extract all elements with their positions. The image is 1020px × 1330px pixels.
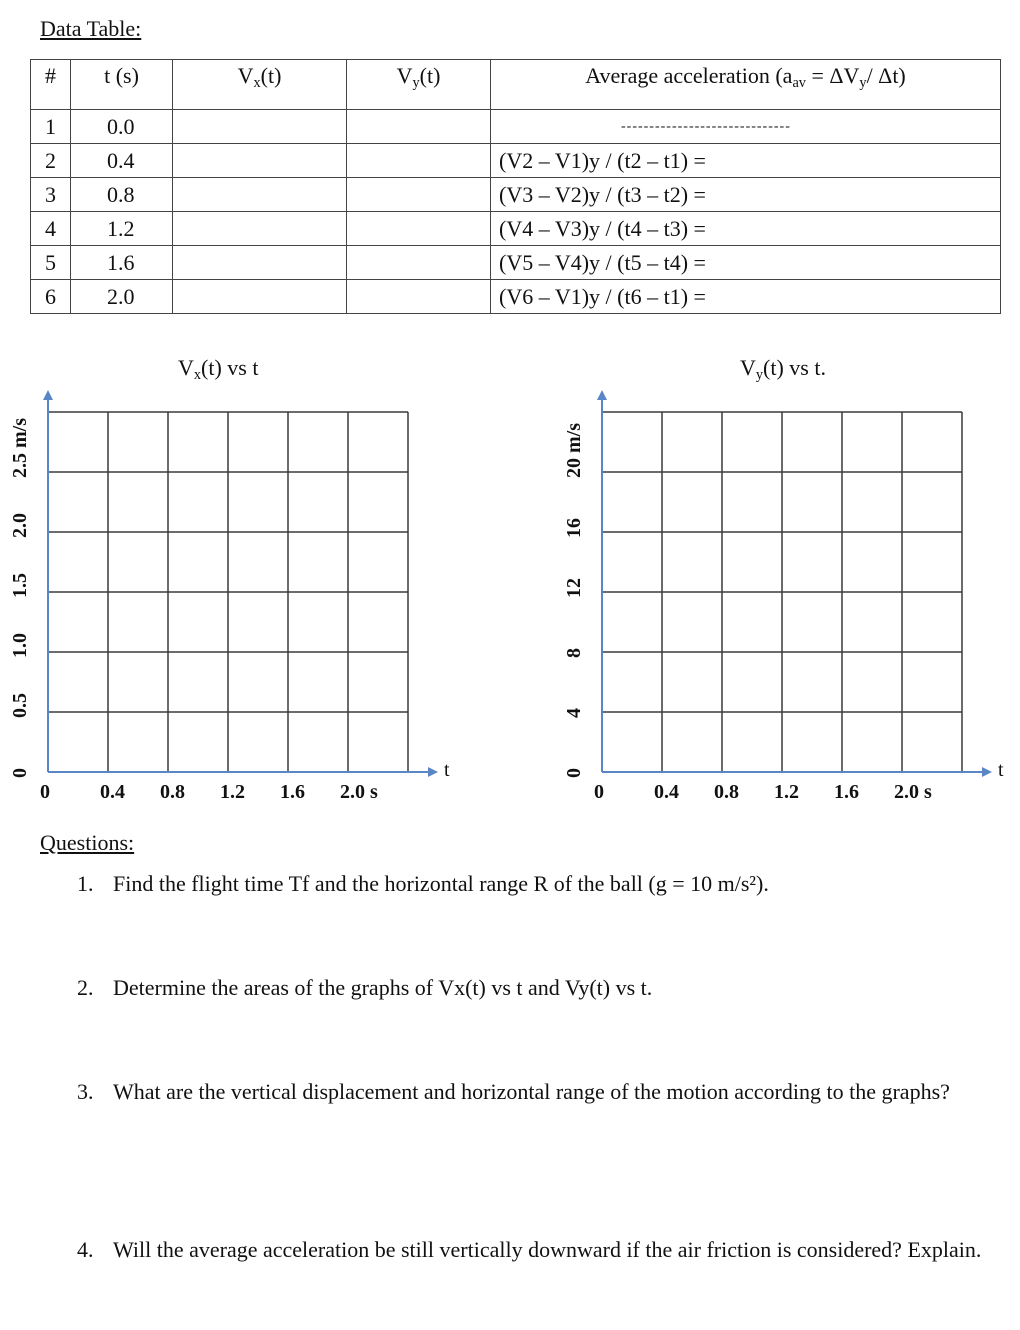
vy-cell[interactable] — [347, 280, 491, 314]
acc-cell[interactable]: (V4 – V3)y / (t4 – t3) = — [491, 212, 1001, 246]
acc-cell[interactable]: (V2 – V1)y / (t2 – t1) = — [491, 144, 1001, 178]
question-item — [77, 1234, 987, 1266]
chart-vy-vs-t[interactable] — [555, 380, 1020, 820]
vx-cell[interactable] — [173, 144, 347, 178]
header-vx-sub: x — [253, 75, 261, 91]
vy-cell[interactable] — [347, 212, 491, 246]
x-tick-label: 0 — [40, 781, 50, 803]
table-row — [31, 280, 1001, 314]
y-axis-arrow — [597, 390, 607, 400]
header-average-acceleration — [491, 60, 1001, 110]
vx-cell[interactable] — [173, 178, 347, 212]
question-text: Determine the areas of the graphs of Vx(t) vs t and Vy(t) vs t. — [113, 975, 653, 1000]
chart-vy-title-sub: y — [755, 367, 764, 383]
x-tick-label: 1.2 — [220, 781, 245, 803]
x-tick-label: 0.4 — [100, 781, 125, 803]
question-number: 4. — [77, 1237, 94, 1262]
header-vy — [347, 60, 491, 110]
header-vy-tail: (t) — [419, 63, 441, 88]
vx-cell[interactable] — [173, 212, 347, 246]
row-time: 0.4 — [71, 144, 173, 178]
vy-cell[interactable] — [347, 178, 491, 212]
y-tick-label: 0 — [9, 768, 31, 778]
table-row — [31, 110, 1001, 144]
question-number: 2. — [77, 975, 94, 1000]
y-tick-label: 4 — [563, 708, 585, 718]
x-tick-label: 1.2 — [774, 781, 799, 803]
question-text: Will the average acceleration be still vertically downward if the air friction is considered? Explain. — [113, 1237, 982, 1262]
acc-cell: ------------------------------ — [491, 110, 1001, 144]
x-tick-label: 1.6 — [834, 781, 859, 803]
question-number: 3. — [77, 1079, 94, 1104]
header-acc-tail2: / Δt) — [866, 63, 906, 88]
y-tick-label: 2.5 m/s — [9, 418, 31, 478]
question-text: Find the flight time Tf and the horizontal range R of the ball (g = 10 m/s²). — [113, 871, 769, 896]
header-vy-sub: y — [412, 75, 420, 91]
header-acc-main: Average acceleration (a — [585, 63, 793, 88]
question-item — [77, 868, 987, 900]
row-time: 1.6 — [71, 246, 173, 280]
row-number: 2 — [31, 144, 71, 178]
vy-cell[interactable] — [347, 246, 491, 280]
y-tick-label: 16 — [563, 518, 585, 538]
header-acc-tail: = ΔV — [805, 63, 860, 88]
grid — [602, 412, 962, 772]
chart-vx-title-sub: x — [193, 367, 202, 383]
table-row — [31, 178, 1001, 212]
table-row — [31, 212, 1001, 246]
chart-vx-title-main: V — [178, 355, 194, 380]
x-axis-label: t — [998, 759, 1004, 781]
table-title: Data Table: — [40, 16, 142, 41]
header-number: # — [31, 60, 71, 110]
header-vx-tail: (t) — [260, 63, 282, 88]
table-row — [31, 144, 1001, 178]
row-time: 1.2 — [71, 212, 173, 246]
question-item — [77, 1076, 987, 1108]
acc-cell[interactable]: (V6 – V1)y / (t6 – t1) = — [491, 280, 1001, 314]
chart-vy-title-tail: (t) vs t. — [763, 355, 826, 380]
y-tick-label: 8 — [563, 648, 585, 658]
y-tick-label: 2.0 — [9, 513, 31, 538]
y-tick-label: 0.5 — [9, 693, 31, 718]
acc-cell[interactable]: (V5 – V4)y / (t5 – t4) = — [491, 246, 1001, 280]
data-table — [30, 59, 1001, 314]
x-tick-label: 0.4 — [654, 781, 679, 803]
question-text: What are the vertical displacement and horizontal range of the motion according to the graphs? — [113, 1079, 950, 1104]
header-acc-sub2: y — [859, 75, 867, 91]
x-tick-label: 1.6 — [280, 781, 305, 803]
acc-cell[interactable]: (V3 – V2)y / (t3 – t2) = — [491, 178, 1001, 212]
row-number: 3 — [31, 178, 71, 212]
header-vx-main: V — [237, 63, 254, 88]
header-vx — [173, 60, 347, 110]
questions-title: Questions: — [40, 830, 135, 855]
x-tick-label: 2.0 s — [894, 781, 932, 803]
header-time: t (s) — [71, 60, 173, 110]
chart-vy-title-main: V — [740, 355, 756, 380]
vy-cell[interactable] — [347, 144, 491, 178]
row-number: 6 — [31, 280, 71, 314]
row-number: 5 — [31, 246, 71, 280]
row-time: 2.0 — [71, 280, 173, 314]
row-number: 1 — [31, 110, 71, 144]
y-tick-label: 1.0 — [9, 633, 31, 658]
vy-cell[interactable] — [347, 110, 491, 144]
x-axis-arrow — [982, 767, 992, 777]
y-tick-label: 1.5 — [9, 573, 31, 598]
x-tick-label: 2.0 s — [340, 781, 378, 803]
row-time: 0.8 — [71, 178, 173, 212]
y-tick-label: 20 m/s — [563, 423, 585, 478]
header-acc-sub: av — [792, 75, 806, 91]
x-tick-label: 0.8 — [160, 781, 185, 803]
vx-cell[interactable] — [173, 246, 347, 280]
row-time: 0.0 — [71, 110, 173, 144]
vx-cell[interactable] — [173, 280, 347, 314]
x-tick-label: 0 — [594, 781, 604, 803]
header-vy-main: V — [396, 63, 413, 88]
table-row — [31, 246, 1001, 280]
y-tick-label: 0 — [563, 768, 585, 778]
y-axis-arrow — [43, 390, 53, 400]
grid — [48, 412, 408, 772]
row-number: 4 — [31, 212, 71, 246]
y-tick-label: 12 — [563, 578, 585, 598]
vx-cell[interactable] — [173, 110, 347, 144]
question-item — [77, 972, 987, 1004]
x-axis-label: t — [444, 759, 450, 781]
x-tick-label: 0.8 — [714, 781, 739, 803]
chart-vx-vs-t[interactable] — [0, 380, 470, 820]
chart-vx-title-tail: (t) vs t — [201, 355, 259, 380]
x-axis-arrow — [428, 767, 438, 777]
question-number: 1. — [77, 871, 94, 896]
